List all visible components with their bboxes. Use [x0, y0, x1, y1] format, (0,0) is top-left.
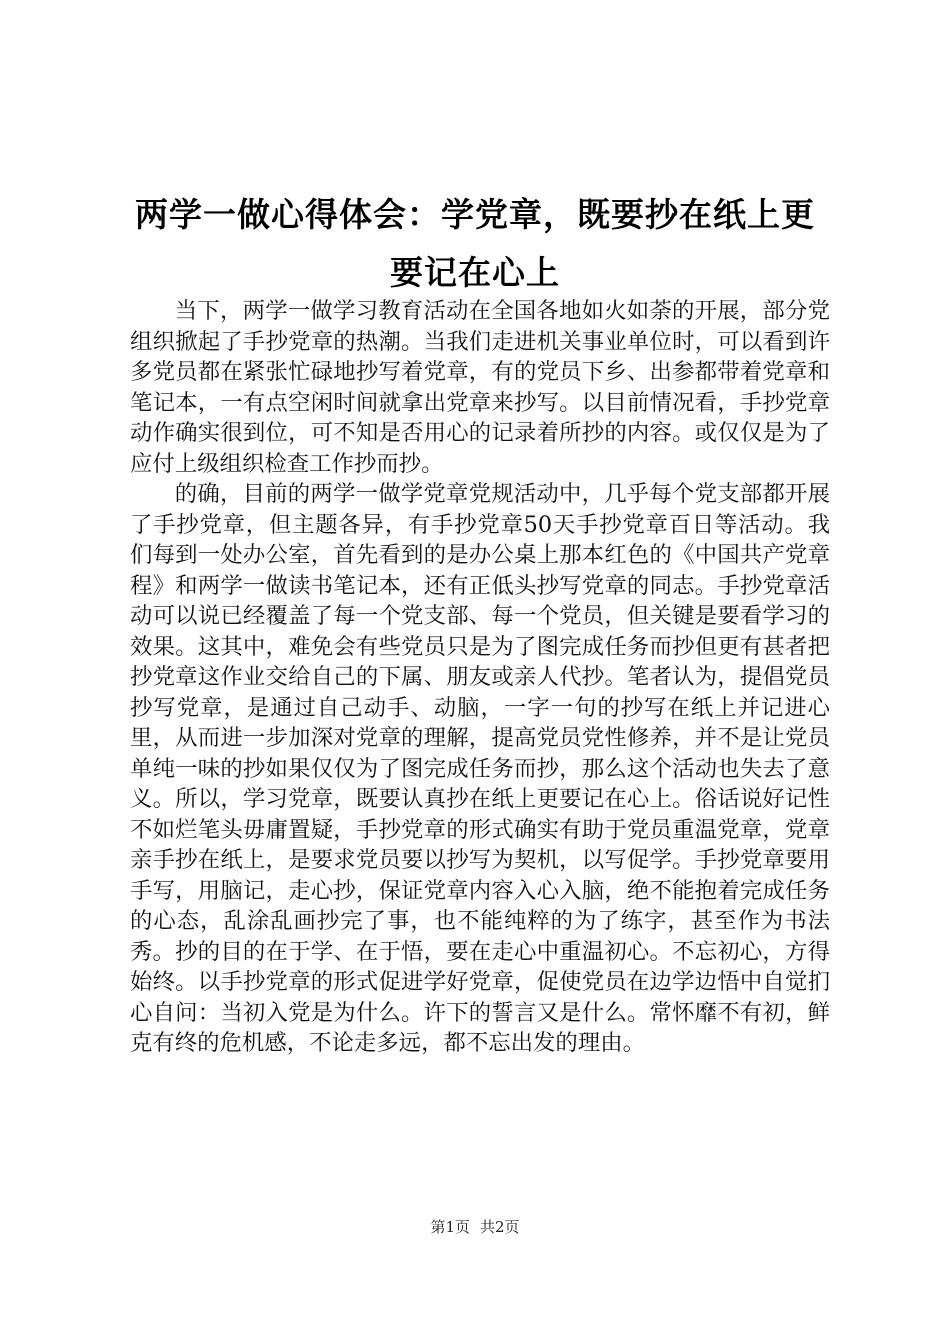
paragraph-2: 的确，目前的两学一做学党章党规活动中，几乎每个党支部都开展了手抄党章，但主题各异，有手抄党章50天手抄党章百日等活动。我们每到一处办公室，首先看到的是办公桌上那本红色的《中国共产党章程》和两学一做读书笔记本，还有正低头抄写党章的同志。手抄党章活动可以说已经覆盖了每一个党支部、每一个党员，但关键是要看学习的效果。这其中，难免会有些党员只是为了图完成任务而抄但更有甚者把抄党章这作业交给自己的下属、朋友或亲人代抄。笔者认为，提倡党员抄写党章，是通过自己动手、动脑，一字一句的抄写在纸上并记进心里，从而进一步加深对党章的理解，提高党员党性修养，并不是让党员单纯一味的抄如果仅仅为了图完成任务而抄，那么这个活动也失去了意义。所以，学习党章，既要认真抄在纸上更要记在心上。俗话说好记性不如烂笔头毋庸置疑，手抄党章的形式确实有助于党员重温党章，党章亲手抄在纸上，是要求党员要以抄写为契机，以写促学。手抄党章要用手写，用脑记，走心抄，保证党章内容入心入脑，绝不能抱着完成任务的心态，乱涂乱画抄完了事，也不能纯粹的为了练字，甚至作为书法秀。抄的目的在于学、在于悟，要在走心中重温初心。不忘初心，方得始终。以手抄党章的形式促进学好党章，促使党员在边学边悟中自觉扪心自问：当初入党是为什么。许下的誓言又是什么。常怀靡不有初，鲜克有终的危机感，不论走多远，都不忘出发的理由。 [130, 481, 830, 1056]
document-title: 两学一做心得体会：学党章，既要抄在纸上更要记在心上 [135, 195, 815, 292]
page-number-total: 共2页 [480, 1218, 520, 1236]
document-body [130, 296, 830, 1059]
page-footer [0, 1217, 950, 1237]
paragraph-1: 当下，两学一做学习教育活动在全国各地如火如荼的开展，部分党组织掀起了手抄党章的热潮。当我们走进机关事业单位时，可以看到许多党员都在紧张忙碌地抄写着党章，有的党员下乡、出参都带着党章和笔记本，一有点空闲时间就拿出党章来抄写。以目前情况看，手抄党章动作确实很到位，可不知是否用心的记录着所抄的内容。或仅仅是为了应付上级组织检查工作抄而抄。 [130, 298, 830, 477]
page-number-current: 第1页 [430, 1218, 470, 1236]
